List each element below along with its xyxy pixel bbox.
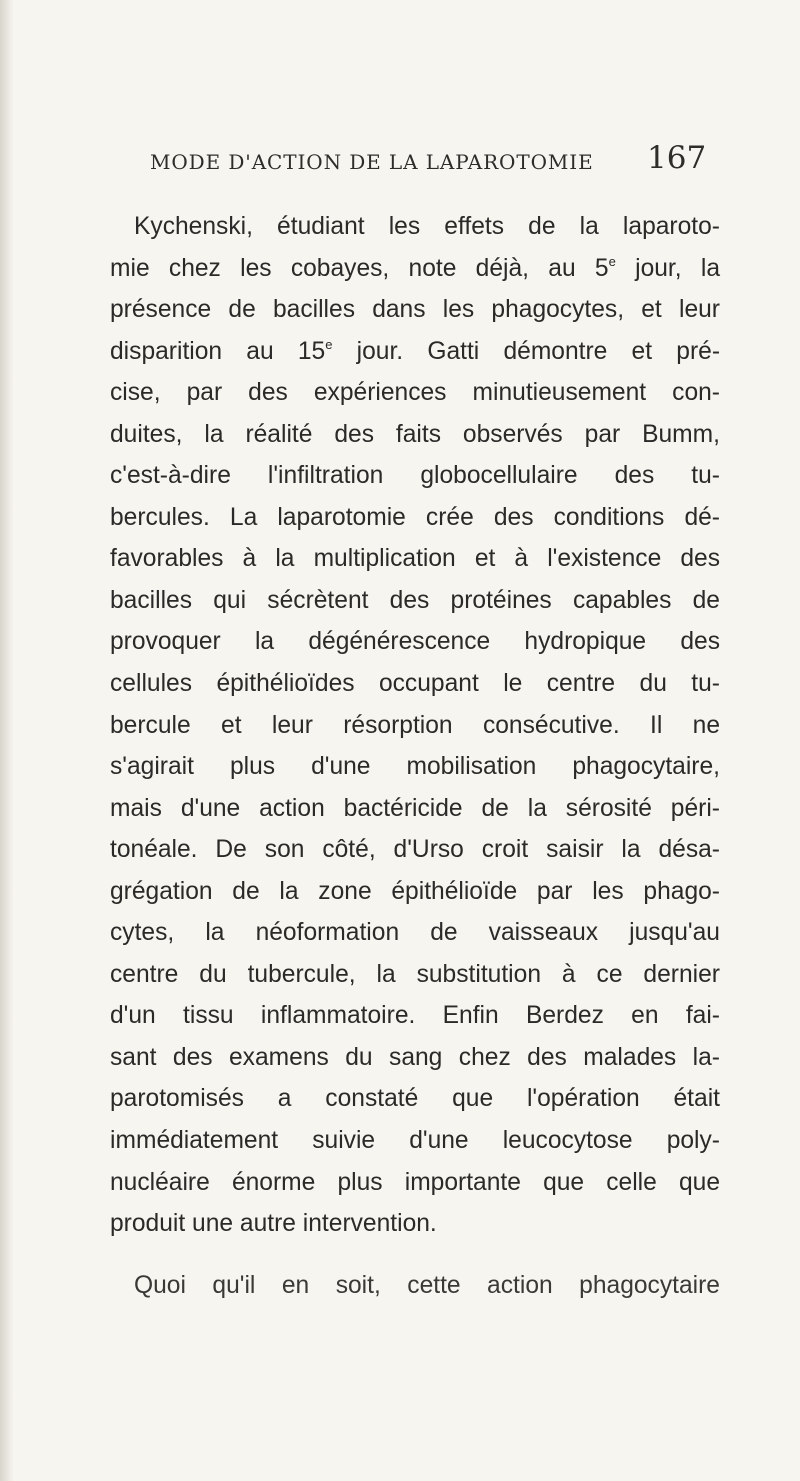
text-line: produit une autre intervention. bbox=[110, 1210, 437, 1238]
text-line: Kychenski, étudiant les effets de la laparoto- bbox=[134, 213, 720, 240]
running-head bbox=[150, 142, 710, 182]
text-line: d'un tissu inflammatoire. Enfin Berdez en fai- bbox=[110, 1002, 720, 1030]
text-line: s'agirait plus d'une mobilisation phagocytaire, bbox=[110, 753, 720, 781]
paragraph-1 bbox=[110, 206, 720, 1245]
text-line: disparition au 15e jour. Gatti démontre et pré- bbox=[110, 336, 721, 365]
text-line: mais d'une action bactéricide de la sérosité péri- bbox=[110, 794, 720, 822]
text-line: centre du tubercule, la substitution à ce dernier bbox=[110, 960, 720, 988]
text-line: Quoi qu'il en soit, cette action phagocytaire bbox=[134, 1272, 720, 1299]
text-line: cytes, la néoformation de vaisseaux jusqu'au bbox=[110, 919, 720, 947]
superscript: e bbox=[325, 336, 333, 352]
text-line: favorables à la multiplication et à l'existence des bbox=[110, 545, 720, 573]
paragraph-2 bbox=[110, 1265, 720, 1307]
text-line: grégation de la zone épithélioïde par les phago- bbox=[110, 877, 720, 905]
superscript: e bbox=[608, 253, 616, 269]
text-line: duites, la réalité des faits observés par Bumm, bbox=[110, 420, 720, 448]
text-line: parotomisés a constaté que l'opération était bbox=[110, 1085, 720, 1113]
text-line: bacilles qui sécrètent des protéines capables de bbox=[110, 586, 720, 614]
page-number: 167 bbox=[647, 140, 707, 176]
text-line: sant des examens du sang chez des malades la- bbox=[110, 1043, 720, 1071]
text-line: présence de bacilles dans les phagocytes, et leur bbox=[110, 296, 720, 324]
page-gutter-shadow bbox=[0, 0, 14, 1481]
text-line: tonéale. De son côté, d'Urso croit saisir la désa- bbox=[110, 836, 720, 864]
text-line: provoquer la dégénérescence hydropique des bbox=[110, 628, 720, 656]
text-line: c'est-à-dire l'infiltration globocellulaire des tu- bbox=[110, 462, 720, 490]
text-line: cise, par des expériences minutieusement con- bbox=[110, 379, 720, 407]
running-head-title: MODE D'ACTION DE LA LAPAROTOMIE bbox=[150, 150, 594, 174]
text-line: immédiatement suivie d'une leucocytose poly- bbox=[110, 1127, 720, 1155]
text-line: bercules. La laparotomie crée des conditions dé- bbox=[110, 503, 720, 531]
text-line: nucléaire énorme plus importante que celle que bbox=[110, 1168, 720, 1196]
text-line: bercule et leur résorption consécutive. Il ne bbox=[110, 711, 720, 739]
text-line: cellules épithélioïdes occupant le centre du tu- bbox=[110, 670, 720, 698]
text-line: mie chez les cobayes, note déjà, au 5e jour, la bbox=[110, 253, 720, 282]
